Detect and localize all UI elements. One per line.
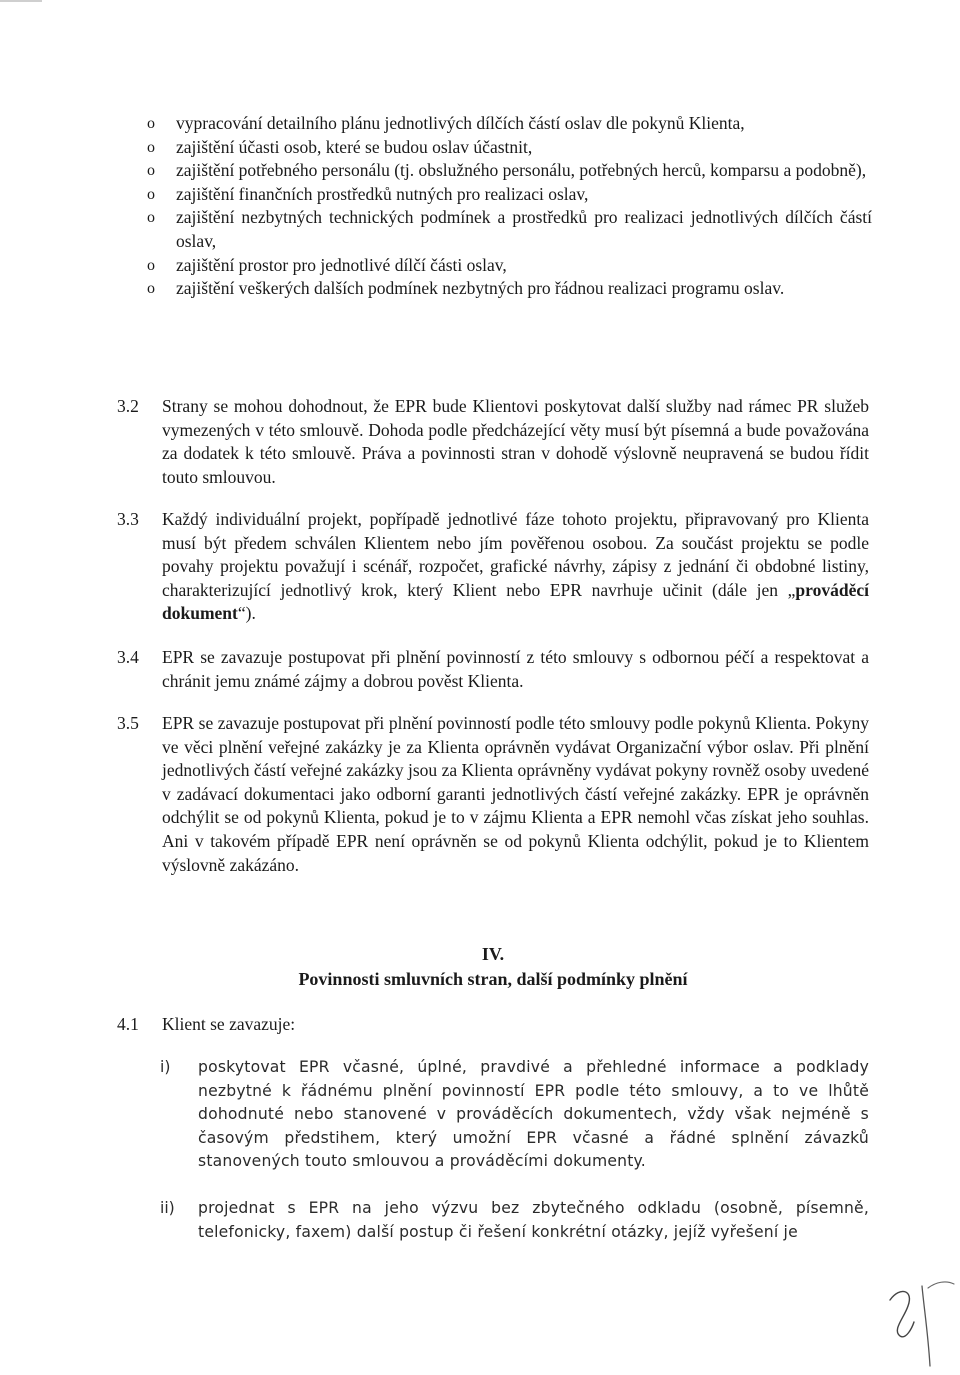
bullet-marker: o bbox=[147, 280, 155, 298]
clause-text: EPR se zavazuje postupovat při plnění povinností z této smlouvy s odbornou péčí a respektovat a chránit jemu známé zájmy a dobrou pověst Klienta. bbox=[162, 647, 869, 691]
bullet-marker: o bbox=[147, 115, 155, 132]
subitem-ii bbox=[160, 1197, 869, 1244]
list-item: o zajištění potřebného personálu (tj. obslužného personálu, potřebných herců, komparsu a podobně), bbox=[147, 159, 872, 183]
bullet-marker: o bbox=[147, 209, 155, 227]
list-item: o zajištění nezbytných technických podmínek a prostředků pro realizaci jednotlivých dílčích částí oslav, bbox=[147, 207, 872, 251]
clause-number: 3.2 bbox=[117, 396, 139, 416]
clause-text: Každý individuální projekt, popřípadě jednotlivé fáze tohoto projektu, připravovaný pro Klienta musí být předem schválen Klientem nebo jím pověřenou osobou. Za součást projektu se podle povahy projektu považují i scénář, rozpočet, grafické návrhy, zápisy z jednání či obdobné listiny, charakterizující jednotlivý krok, který Klient nebo EPR navrhuje učinit (dále jen „prováděcí dokument“). bbox=[162, 509, 869, 624]
list-item: o vypracování detailního plánu jednotlivých dílčích částí oslav dle pokynů Klienta, bbox=[147, 112, 872, 136]
section-title: Povinnosti smluvních stran, další podmínky plnění bbox=[298, 969, 688, 989]
clause-number: 3.4 bbox=[117, 647, 139, 667]
bullet-marker: o bbox=[147, 138, 155, 156]
clause-text: Klient se zavazuje: bbox=[162, 1014, 296, 1034]
subitem-number: i) bbox=[160, 1058, 171, 1076]
list-item: o zajištění veškerých dalších podmínek nezbytných pro řádnou realizaci programu oslav. bbox=[147, 277, 872, 301]
handwritten-initials bbox=[878, 1278, 958, 1368]
clause-text: EPR se zavazuje postupovat při plnění povinností podle této smlouvy podle pokynů Klienta. Pokyny ve věci plnění veřejné zakázky je za Klienta oprávněn vydávat Organizační výbor oslav. Při plnění jednotlivých částí veřejné zakázky jsou za Klienta oprávněny vydávat pokyny rovněž osoby uvedené v zadávací dokumentaci jako odborní garanti jednotlivých částí veřejné zakázky. EPR je oprávněn odchýlit se od pokynů Klienta, pokud je to v zájmu Klienta a EPR nemohl včas získat jeho souhlas. Ani v takovém případě EPR není oprávněn se od pokynů Klienta odchýlit, pokud je to Klientem výslovně zakázáno. bbox=[162, 713, 869, 875]
clause-number: 3.3 bbox=[117, 509, 139, 529]
section-number: IV. bbox=[481, 944, 505, 964]
bullet-marker: o bbox=[147, 162, 155, 180]
clause-4-1 bbox=[117, 1013, 295, 1037]
clause-3-3 bbox=[117, 508, 869, 626]
clause-text: Strany se mohou dohodnout, že EPR bude Klientovi poskytovat další služby nad rámec PR služeb vymezených v této smlouvě. Dohoda podle předcházející věty musí být písemná a bude považována za dodatek k této smlouvě. Práva a povinnosti stran v dohodě výslovně neupravená se budou řídit touto smlouvou. bbox=[162, 396, 869, 487]
list-item: o zajištění účasti osob, které se budou oslav účastnit, bbox=[147, 136, 872, 160]
clause-number: 4.1 bbox=[117, 1014, 139, 1034]
subitem-number: ii) bbox=[160, 1199, 175, 1217]
bullet-list bbox=[147, 112, 872, 301]
subitem-text: poskytovat EPR včasné, úplné, pravdivé a přehledné informace a podklady nezbytné k řádnému plnění povinností EPR podle této smlouvy, a to ve lhůtě dohodnuté nebo stanovené v prováděcích dokumentech, vždy však nejméně s časovým předstihem, který umožní EPR včasné a řádné splnění závazků stanovených touto smlouvou a prováděcími dokumenty. bbox=[198, 1058, 869, 1171]
section-heading bbox=[117, 942, 869, 992]
subitem-i bbox=[160, 1056, 869, 1174]
subitem-text: projednat s EPR na jeho výzvu bez zbytečného odkladu (osobně, písemně, telefonicky, faxem) další postup či řešení konkrétní otázky, jejíž vyřešení je bbox=[198, 1199, 869, 1241]
clause-3-5 bbox=[117, 712, 869, 877]
list-item: o zajištění finančních prostředků nutných pro realizaci oslav, bbox=[147, 183, 872, 207]
clause-3-4 bbox=[117, 646, 869, 693]
bullet-marker: o bbox=[147, 185, 155, 203]
list-item: o zajištění prostor pro jednotlivé dílčí části oslav, bbox=[147, 254, 872, 278]
clause-3-2 bbox=[117, 395, 869, 489]
defined-term: prováděcí dokument bbox=[162, 579, 869, 624]
scan-edge-mark bbox=[0, 0, 42, 2]
clause-number: 3.5 bbox=[117, 713, 139, 733]
bullet-marker: o bbox=[147, 256, 155, 274]
